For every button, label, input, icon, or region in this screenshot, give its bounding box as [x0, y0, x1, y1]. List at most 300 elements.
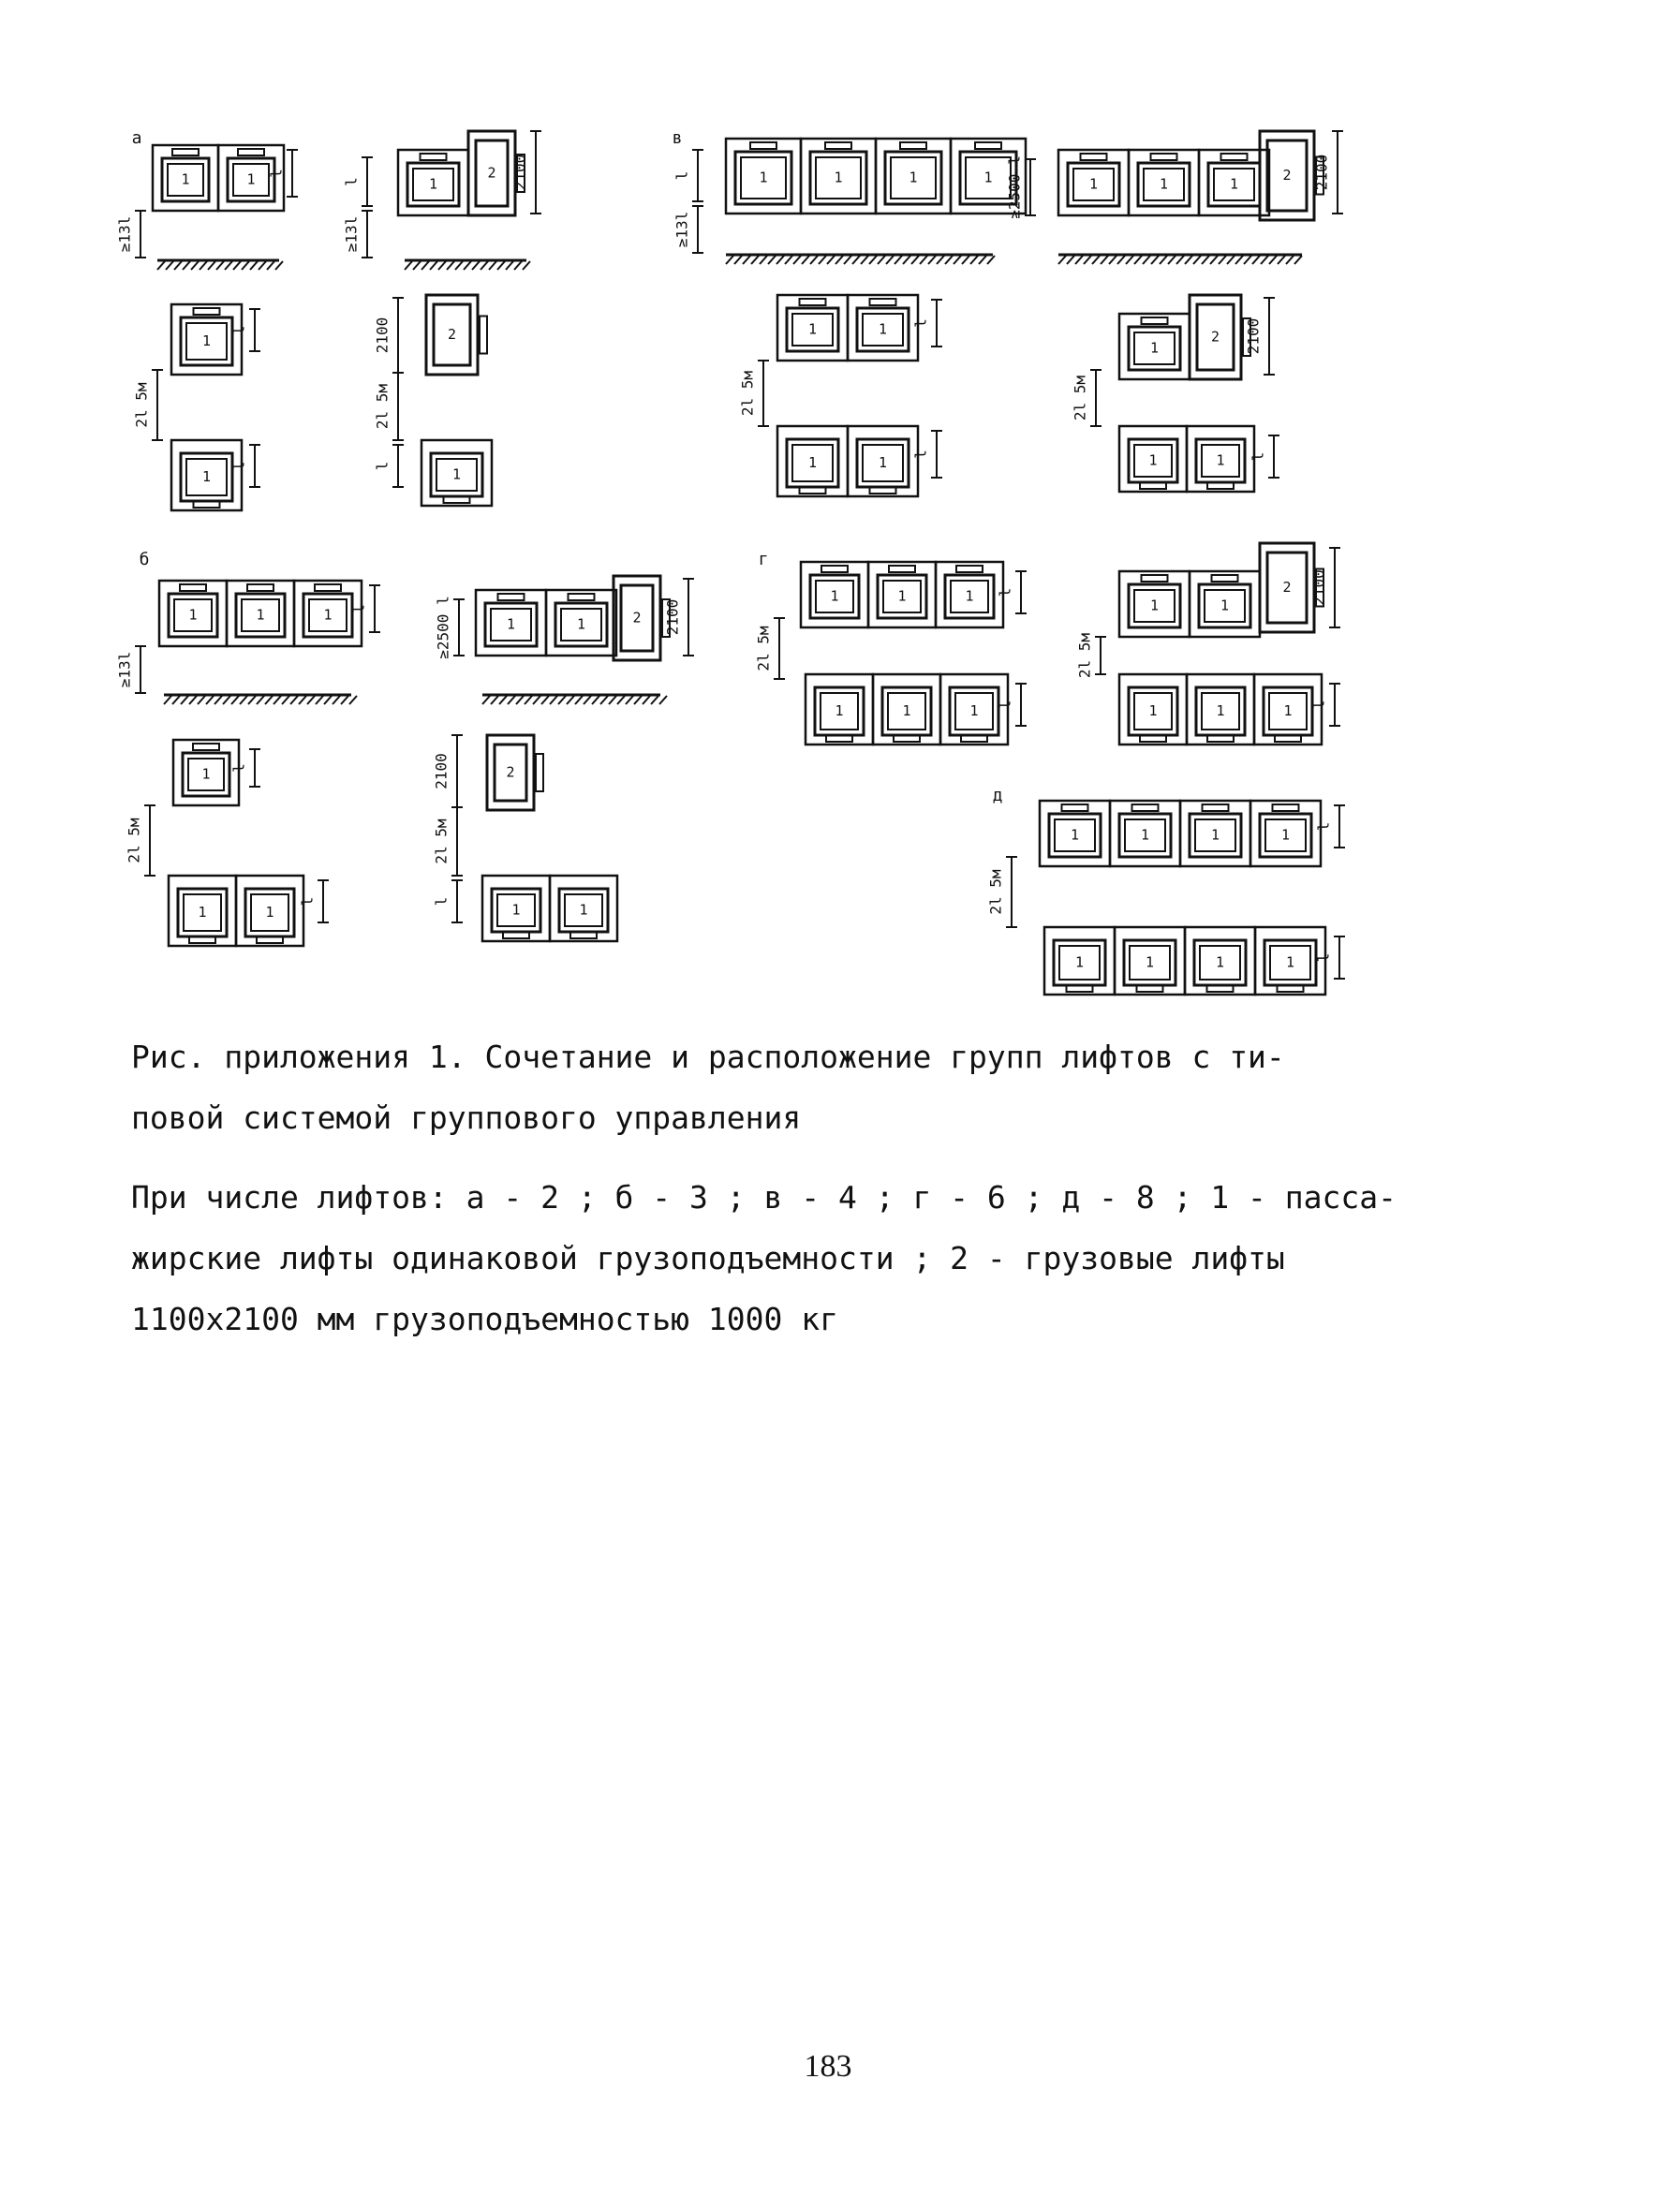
dimension-label: l	[349, 604, 368, 613]
car-number: 1	[1074, 953, 1085, 971]
dimension-label: l	[1314, 952, 1333, 963]
caption-line-5: 1100x2100 мм грузоподъемностью 1000 кг	[131, 1301, 838, 1337]
door-slot	[750, 142, 776, 149]
dimension-label: ≥13l	[342, 215, 361, 253]
car-number: 2	[1282, 579, 1292, 596]
car-number: 1	[1148, 702, 1158, 719]
door-slot	[569, 594, 595, 600]
hatch-stroke	[333, 696, 340, 704]
passenger-car	[227, 581, 294, 646]
passenger-car	[777, 426, 848, 496]
freight-car	[614, 576, 670, 660]
car-number: 1	[1285, 953, 1295, 971]
passenger-car	[936, 562, 1003, 627]
dimension-label: l	[673, 170, 691, 181]
car-number: 1	[576, 615, 586, 633]
car-number: 1	[506, 615, 516, 633]
dimension-label: 2100	[663, 598, 682, 636]
car-number: 1	[1149, 339, 1160, 357]
dimension-label: 2l 5м	[373, 383, 392, 430]
hatch-stroke	[516, 696, 524, 704]
door-slot	[1273, 804, 1299, 811]
car-number: 1	[188, 606, 198, 624]
dimension-label: l	[996, 587, 1014, 597]
hatch-stroke	[659, 696, 667, 704]
hatch-stroke	[1126, 256, 1133, 264]
car-number: 1	[1210, 826, 1220, 844]
door-slot	[1081, 154, 1107, 160]
passenger-car	[1044, 927, 1115, 995]
car-number: 1	[198, 904, 207, 921]
hatch-stroke	[734, 256, 742, 264]
hatch-stroke	[438, 261, 446, 270]
car-number: 1	[201, 468, 212, 485]
freight-car	[426, 295, 487, 375]
dimension-label: l	[432, 896, 451, 907]
dimension-label: l	[1309, 700, 1328, 710]
hatch-stroke	[189, 696, 197, 704]
car-number: 1	[897, 587, 907, 605]
hatch-stroke	[785, 256, 792, 264]
car-number: 1	[1216, 451, 1225, 469]
hatch-stroke	[869, 256, 877, 264]
hatch-stroke	[223, 696, 230, 704]
car-number: 1	[1283, 702, 1293, 719]
caption-line-4: жирские лифты одинаковой грузоподъемности ; 2 - грузовые лифты	[131, 1240, 1285, 1276]
passenger-car	[398, 150, 468, 215]
passenger-car	[482, 876, 550, 941]
hatch-stroke	[482, 696, 490, 704]
hatch-stroke	[413, 261, 421, 270]
dimension-label: 2l 5м	[432, 818, 451, 864]
hatch-stroke	[349, 696, 357, 704]
hatch-stroke	[290, 696, 298, 704]
car-number: 1	[1148, 451, 1158, 469]
dimension-label: l	[229, 763, 248, 773]
car-number: 1	[834, 169, 843, 186]
car-number: 1	[807, 320, 818, 338]
hatch-stroke	[523, 261, 530, 270]
hatch-stroke	[282, 696, 289, 704]
panel-label-d: д	[992, 786, 1003, 805]
passenger-car	[1187, 674, 1254, 745]
car-number: 1	[511, 901, 521, 919]
door-slot	[1132, 804, 1159, 811]
door-slot	[247, 584, 274, 591]
hatch-stroke	[208, 261, 215, 270]
panel-label-v: в	[672, 128, 683, 148]
hatch-stroke	[164, 696, 171, 704]
car-number: 1	[1280, 826, 1291, 844]
hatch-stroke	[726, 256, 733, 264]
hatch-stroke	[626, 696, 633, 704]
hatch-stroke	[928, 256, 936, 264]
car-number: 2	[506, 763, 515, 781]
car-number: 1	[256, 606, 265, 624]
hatch-stroke	[541, 696, 549, 704]
passenger-car	[777, 295, 848, 361]
hatch-stroke	[878, 256, 885, 264]
hatch-stroke	[651, 696, 658, 704]
hatch-stroke	[324, 696, 332, 704]
passenger-car	[421, 440, 492, 506]
door-slot	[421, 154, 447, 160]
hatch-stroke	[200, 261, 207, 270]
freight-car	[487, 735, 543, 810]
hatch-stroke	[920, 256, 927, 264]
panel-label-b: б	[139, 550, 150, 569]
passenger-car	[1119, 674, 1187, 745]
hatch-stroke	[267, 261, 274, 270]
hatch-stroke	[861, 256, 868, 264]
door-slot	[180, 584, 206, 591]
ground-hatch	[164, 695, 357, 704]
hatch-stroke	[1176, 256, 1184, 264]
hatch-stroke	[903, 256, 910, 264]
ground-hatch	[482, 695, 667, 704]
passenger-car	[876, 139, 951, 214]
dimension-label: ≥13l	[673, 211, 691, 248]
dimension-label: 2100	[1309, 569, 1328, 606]
door-slot	[821, 566, 848, 572]
caption-line-2: повой системой группового управления	[131, 1099, 802, 1136]
hatch-stroke	[1252, 256, 1260, 264]
hatch-stroke	[1168, 256, 1175, 264]
door-slot	[172, 149, 199, 155]
hatch-stroke	[181, 696, 188, 704]
door-slot	[900, 142, 926, 149]
hatch-stroke	[489, 261, 496, 270]
dimension-label: l	[229, 325, 248, 335]
hatch-stroke	[634, 696, 642, 704]
hatch-stroke	[274, 696, 281, 704]
car-number: 1	[1159, 175, 1169, 193]
hatch-stroke	[937, 256, 944, 264]
hatch-stroke	[1067, 256, 1074, 264]
dimension-label: l	[911, 450, 930, 459]
hatch-stroke	[472, 261, 480, 270]
car-number: 1	[428, 175, 438, 193]
hatch-stroke	[886, 256, 894, 264]
passenger-car	[1110, 801, 1180, 866]
car-number: 1	[451, 465, 462, 483]
dimension-label: 2l 5м	[125, 818, 143, 863]
hatch-stroke	[257, 696, 264, 704]
hatch-stroke	[225, 261, 232, 270]
car-number: 2	[447, 326, 457, 343]
hatch-stroke	[1294, 256, 1302, 264]
car-number: 1	[759, 169, 768, 186]
car-number: 1	[1145, 953, 1155, 971]
door-slot	[193, 744, 219, 750]
car-number: 1	[878, 454, 888, 471]
passenger-car	[1115, 927, 1185, 995]
hatch-stroke	[183, 261, 190, 270]
hatch-stroke	[1109, 256, 1116, 264]
hatch-stroke	[643, 696, 650, 704]
passenger-car	[868, 562, 936, 627]
dimension-label: ≥2500 l	[1005, 155, 1024, 219]
hatch-stroke	[242, 261, 249, 270]
passenger-car	[1190, 571, 1260, 637]
hatch-stroke	[1058, 256, 1066, 264]
door-slot	[1062, 804, 1088, 811]
hatch-stroke	[1101, 256, 1108, 264]
hatch-stroke	[1286, 256, 1294, 264]
hatch-stroke	[533, 696, 540, 704]
dimension-label: l	[342, 177, 361, 186]
dimension-label: 2l 5м	[1075, 632, 1094, 679]
hatch-stroke	[743, 256, 750, 264]
caption-line-1: Рис. приложения 1. Сочетание и расположение групп лифтов с ти-	[131, 1039, 1285, 1075]
hatch-stroke	[1210, 256, 1218, 264]
passenger-car	[1250, 801, 1321, 866]
car-number: 1	[1088, 175, 1099, 193]
hatch-stroke	[341, 696, 348, 704]
passenger-car	[1119, 314, 1190, 379]
hatch-stroke	[1227, 256, 1235, 264]
hatch-stroke	[216, 261, 224, 270]
passenger-car	[173, 740, 239, 805]
panel-label-a: а	[131, 128, 142, 148]
hatch-stroke	[852, 256, 860, 264]
hatch-stroke	[1278, 256, 1285, 264]
passenger-car	[726, 139, 801, 214]
hatch-stroke	[987, 256, 995, 264]
car-number: 1	[965, 587, 974, 605]
passenger-car	[1129, 150, 1199, 215]
dimension-label: l	[229, 461, 248, 471]
hatch-stroke	[1075, 256, 1083, 264]
car-number: 1	[1149, 597, 1160, 614]
door-slot	[238, 149, 264, 155]
dimension-label: 2100	[432, 753, 451, 789]
hatch-stroke	[1261, 256, 1268, 264]
car-number: 1	[807, 454, 818, 471]
car-number: 1	[181, 170, 190, 188]
hatch-stroke	[600, 696, 608, 704]
passenger-car	[806, 674, 873, 745]
dimension-label: 2100	[1312, 154, 1331, 191]
hatch-stroke	[166, 261, 173, 270]
ground-hatch	[726, 255, 995, 264]
hatch-stroke	[793, 256, 801, 264]
hatch-stroke	[895, 256, 902, 264]
hatch-stroke	[550, 696, 557, 704]
passenger-car	[153, 145, 218, 211]
hatch-stroke	[1219, 256, 1226, 264]
car-number: 1	[579, 901, 588, 919]
car-number: 1	[201, 332, 212, 349]
hatch-stroke	[525, 696, 532, 704]
car-number: 1	[1220, 597, 1230, 614]
hatch-stroke	[844, 256, 851, 264]
car-number: 1	[265, 904, 274, 921]
hatch-stroke	[240, 696, 247, 704]
door-slot	[1203, 804, 1229, 811]
car-number: 1	[902, 702, 911, 719]
passenger-car	[801, 139, 876, 214]
passenger-car	[1040, 801, 1110, 866]
hatch-stroke	[592, 696, 599, 704]
hatch-stroke	[1193, 256, 1201, 264]
car-number: 2	[487, 164, 496, 182]
passenger-car	[848, 295, 918, 361]
dimension-label: ≥13l	[115, 215, 134, 253]
hatch-stroke	[751, 256, 759, 264]
passenger-car	[801, 562, 868, 627]
door-slot	[800, 299, 826, 305]
hatch-stroke	[768, 256, 776, 264]
hatch-stroke	[250, 261, 258, 270]
passenger-car	[1119, 571, 1190, 637]
passenger-car	[1180, 801, 1250, 866]
hatch-stroke	[819, 256, 826, 264]
ground-hatch	[1058, 255, 1302, 264]
passenger-car	[169, 876, 236, 946]
hatch-stroke	[979, 256, 986, 264]
door-slot	[1221, 154, 1248, 160]
car-number: 2	[632, 609, 642, 627]
door-slot	[975, 142, 1001, 149]
hatch-stroke	[827, 256, 835, 264]
passenger-car	[171, 304, 242, 375]
caption-line-3: При числе лифтов: а - 2 ; б - 3 ; в - 4 ; г - 6 ; д - 8 ; 1 - пасса-	[131, 1179, 1397, 1216]
car-number: 1	[323, 606, 333, 624]
door-slot	[1142, 575, 1168, 582]
dimension-label: ≥13l	[115, 651, 134, 688]
car-number: 1	[1070, 826, 1080, 844]
ground-hatch	[157, 260, 283, 270]
elevator-layout-figure	[0, 0, 1656, 1011]
dimension-label: 2l 5м	[1071, 375, 1089, 421]
car-number: 1	[201, 765, 211, 783]
hatch-stroke	[945, 256, 953, 264]
hatch-stroke	[514, 261, 522, 270]
door-slot	[870, 299, 896, 305]
car-number: 1	[909, 169, 918, 186]
passenger-car	[159, 581, 227, 646]
car-number: 1	[246, 170, 256, 188]
passenger-car	[476, 590, 546, 656]
hatch-stroke	[617, 696, 625, 704]
door-slot	[536, 754, 543, 791]
hatch-stroke	[464, 261, 471, 270]
door-slot	[889, 566, 915, 572]
door-slot	[825, 142, 851, 149]
car-number: 1	[830, 587, 839, 605]
hatch-stroke	[1244, 256, 1251, 264]
dimension-label: 2l 5м	[986, 869, 1005, 915]
hatch-stroke	[970, 256, 978, 264]
freight-car	[1190, 295, 1250, 379]
hatch-stroke	[1092, 256, 1100, 264]
dimension-label: ≥2500 l	[434, 596, 452, 659]
hatch-stroke	[259, 261, 266, 270]
hatch-stroke	[172, 696, 180, 704]
hatch-stroke	[1160, 256, 1167, 264]
ground-hatch	[405, 260, 530, 270]
car-number: 1	[1140, 826, 1150, 844]
hatch-stroke	[421, 261, 429, 270]
hatch-stroke	[497, 261, 505, 270]
car-number: 1	[1215, 953, 1225, 971]
dimension-label: 2l 5м	[754, 626, 773, 671]
car-number: 1	[1216, 702, 1225, 719]
dimension-label: l	[911, 318, 930, 328]
hatch-stroke	[214, 696, 222, 704]
hatch-stroke	[499, 696, 507, 704]
passenger-car	[873, 674, 940, 745]
dimension-label: 2l 5м	[132, 382, 151, 428]
hatch-stroke	[1202, 256, 1209, 264]
hatch-stroke	[316, 696, 323, 704]
passenger-car	[1187, 426, 1254, 492]
hatch-stroke	[1143, 256, 1150, 264]
hatch-stroke	[575, 696, 583, 704]
hatch-stroke	[231, 696, 239, 704]
hatch-stroke	[307, 696, 315, 704]
dimension-label: l	[373, 461, 392, 471]
hatch-stroke	[835, 256, 843, 264]
car-number: 1	[983, 169, 993, 186]
panel-label-g: г	[758, 550, 769, 569]
hatch-stroke	[405, 261, 412, 270]
hatch-stroke	[1134, 256, 1142, 264]
car-number: 1	[1229, 175, 1239, 193]
hatch-stroke	[233, 261, 241, 270]
door-slot	[1151, 154, 1177, 160]
passenger-car	[171, 440, 242, 510]
hatch-stroke	[447, 261, 454, 270]
dimension-label: 2100	[1244, 317, 1263, 355]
dimension-label: l	[1314, 821, 1333, 832]
hatch-stroke	[1185, 256, 1192, 264]
hatch-stroke	[760, 256, 767, 264]
door-slot	[1212, 575, 1238, 582]
dimension-label: l	[996, 700, 1014, 710]
door-slot	[194, 308, 220, 315]
passenger-car	[848, 426, 918, 496]
car-number: 1	[835, 702, 844, 719]
hatch-stroke	[802, 256, 809, 264]
hatch-stroke	[954, 256, 961, 264]
dimension-label: 2100	[510, 154, 529, 191]
hatch-stroke	[1235, 256, 1243, 264]
car-number: 1	[969, 702, 979, 719]
door-slot	[315, 584, 341, 591]
hatch-stroke	[609, 696, 616, 704]
hatch-stroke	[1117, 256, 1125, 264]
car-number: 2	[1210, 328, 1220, 346]
dimension-label: l	[298, 896, 317, 907]
passenger-car	[546, 590, 616, 656]
hatch-stroke	[567, 696, 574, 704]
car-number: 2	[1282, 167, 1292, 184]
hatch-stroke	[1084, 256, 1091, 264]
passenger-car	[550, 876, 617, 941]
hatch-stroke	[206, 696, 214, 704]
hatch-stroke	[810, 256, 818, 264]
hatch-stroke	[248, 696, 256, 704]
hatch-stroke	[1269, 256, 1277, 264]
door-slot	[498, 594, 525, 600]
hatch-stroke	[911, 256, 919, 264]
dimension-label: l	[1249, 451, 1267, 462]
passenger-car	[1058, 150, 1129, 215]
hatch-stroke	[508, 696, 515, 704]
door-slot	[1142, 317, 1168, 324]
